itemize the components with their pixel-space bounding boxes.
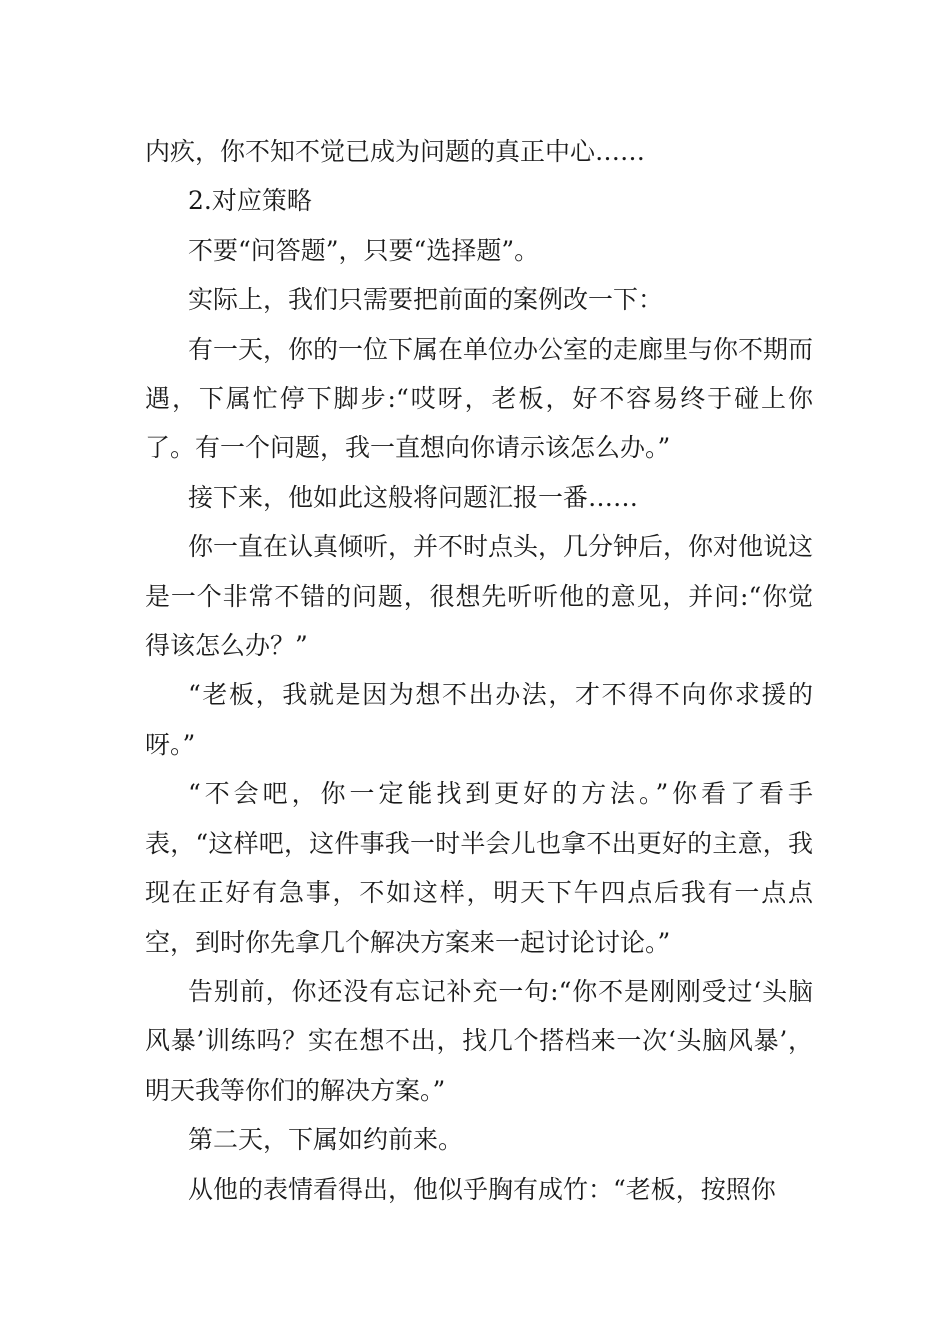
section-heading: 2.对应策略 — [188, 186, 312, 216]
paragraph-10: 告别前，你还没有忘记补充一句:“你不是刚刚受过‘头脑风暴’训练吗？实在想不出，找几个搭档来一次‘头脑风暴’，明天我等你们的解决方案。” — [145, 976, 813, 1105]
paragraph-3: 不要“问答题”，只要“选择题”。 — [188, 235, 540, 265]
paragraph-8: “老板，我就是因为想不出办法，才不得不向你求援的呀。” — [145, 680, 813, 759]
paragraph-12: 从他的表情看得出，他似乎胸有成竹：“老板，按照你 — [188, 1174, 776, 1204]
paragraph-11: 第二天，下属如约前来。 — [188, 1125, 464, 1155]
body-text — [145, 127, 813, 1214]
paragraph-7: 你一直在认真倾听，并不时点头，几分钟后，你对他说这是一个非常不错的问题，很想先听听他的意见，并问:“你觉得该怎么办？” — [145, 532, 814, 661]
paragraph-5: 有一天，你的一位下属在单位办公室的走廊里与你不期而遇，下属忙停下脚步:“哎呀，老板，好不容易终于碰上你了。有一个问题，我一直想向你请示该怎么办。” — [145, 334, 814, 463]
paragraph-6: 接下来，他如此这般将问题汇报一番…… — [188, 482, 639, 512]
paragraph-4: 实际上，我们只需要把前面的案例改一下： — [188, 285, 664, 315]
paragraph-9: “不会吧，你一定能找到更好的方法。”你看了看手表，“这样吧，这件事我一时半会儿也拿不出更好的主意，我现在正好有急事，不如这样，明天下午四点后我有一点点空，到时你先拿几个解决方案来一起讨论讨论。” — [145, 779, 813, 957]
paragraph-1: 内疚，你不知不觉已成为问题的真正中心…… — [145, 137, 646, 166]
